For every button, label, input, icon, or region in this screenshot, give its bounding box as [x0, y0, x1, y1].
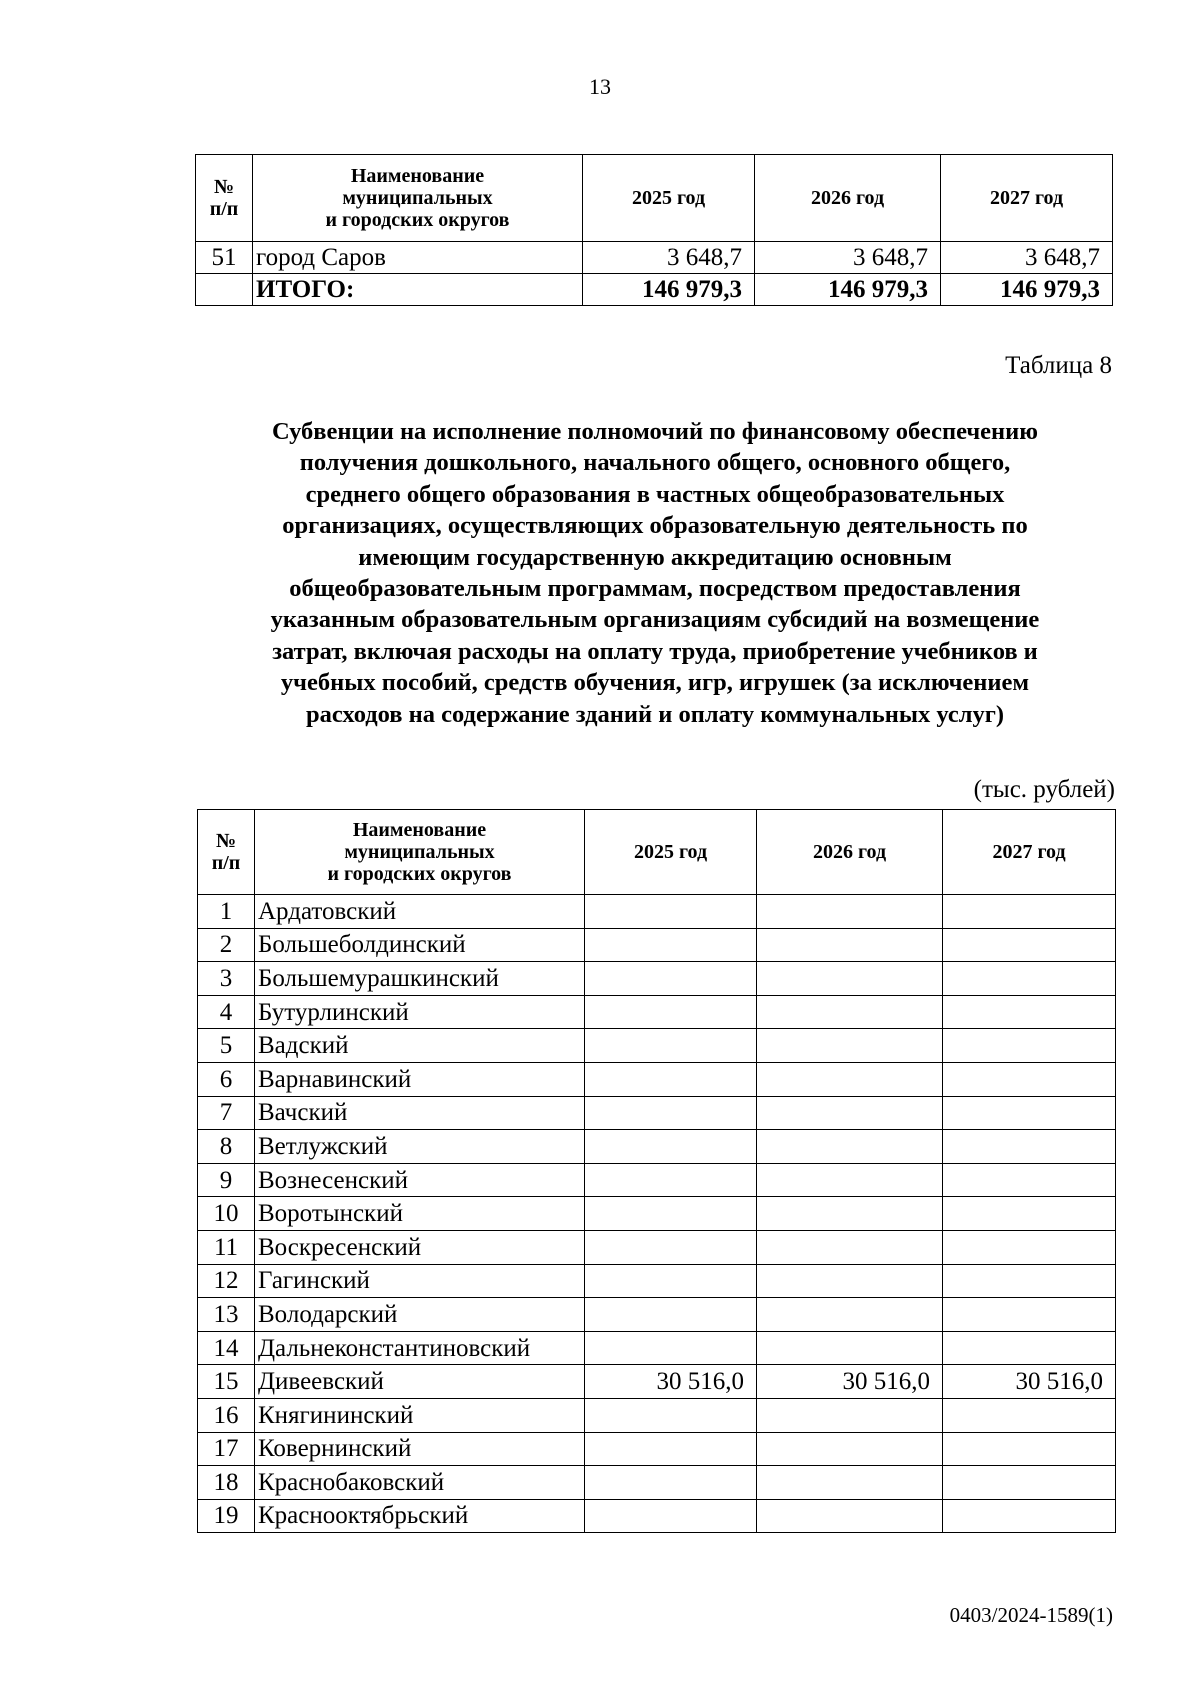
row-value-2027	[943, 1432, 1116, 1466]
row-value-2025	[585, 1096, 757, 1130]
row-value-2027	[943, 1197, 1116, 1231]
title-line: среднего общего образования в частных общеобразовательных	[305, 480, 1005, 508]
header-text: Наименование	[350, 165, 485, 187]
row-value-2026: 3 648,7	[755, 242, 941, 274]
row-name: город Саров	[253, 242, 583, 274]
row-name: Ардатовский	[255, 895, 585, 929]
table-row	[198, 1365, 1116, 1399]
row-value-2027	[943, 1029, 1116, 1063]
table-row	[198, 1398, 1116, 1432]
table-row	[198, 928, 1116, 962]
total-value-2025: 146 979,3	[583, 274, 755, 306]
row-value-2027	[943, 895, 1116, 929]
row-value-2025	[585, 1264, 757, 1298]
page-number: 13	[589, 74, 611, 99]
row-value-2025	[585, 1163, 757, 1197]
total-num-empty	[196, 274, 253, 306]
row-name: Большемурашкинский	[255, 962, 585, 996]
table-row	[198, 1432, 1116, 1466]
table-header-row	[198, 810, 1116, 895]
col-header-2025: 2025 год	[585, 810, 757, 895]
row-num: 16	[198, 1398, 255, 1432]
row-value-2026	[757, 1029, 943, 1063]
table-body	[198, 895, 1116, 1533]
row-num: 9	[198, 1163, 255, 1197]
col-header-2026: 2026 год	[757, 810, 943, 895]
table-8	[197, 809, 1116, 1533]
title-line: Субвенции на исполнение полномочий по финансовому обеспечению	[271, 418, 1038, 445]
row-name: Воротынский	[255, 1197, 585, 1231]
title-line: учебных пособий, средств обучения, игр, игрушек (за исключением	[280, 669, 1030, 697]
table-row	[198, 1130, 1116, 1164]
table-row	[198, 1163, 1116, 1197]
row-name: Вознесенский	[255, 1163, 585, 1197]
row-value-2027	[943, 1499, 1116, 1533]
row-name: Володарский	[255, 1298, 585, 1332]
row-value-2026	[757, 1197, 943, 1231]
title-line: получения дошкольного, начального общего, основного общего,	[299, 449, 1011, 477]
row-value-2027	[943, 1298, 1116, 1332]
row-value-2027	[943, 1331, 1116, 1365]
document-number: 0403/2024-1589(1)	[949, 1603, 1113, 1627]
row-name: Большеболдинский	[255, 928, 585, 962]
units-label: (тыс. рублей)	[973, 776, 1115, 803]
table-row	[198, 962, 1116, 996]
col-header-name	[255, 810, 585, 895]
row-name: Бутурлинский	[255, 995, 585, 1029]
row-name: Княгининский	[255, 1398, 585, 1432]
table-row	[198, 1298, 1116, 1332]
row-num: 5	[198, 1029, 255, 1063]
col-header-num	[196, 155, 253, 242]
row-value-2027: 30 516,0	[943, 1365, 1116, 1399]
row-value-2027	[943, 1230, 1116, 1264]
total-row	[196, 274, 1113, 306]
row-value-2025	[585, 962, 757, 996]
row-name: Ковернинский	[255, 1432, 585, 1466]
header-text: п/п	[211, 852, 241, 874]
row-value-2027: 3 648,7	[941, 242, 1113, 274]
table-header-row	[196, 155, 1113, 242]
row-value-2025: 30 516,0	[585, 1365, 757, 1399]
row-name: Ветлужский	[255, 1130, 585, 1164]
table-row	[198, 1264, 1116, 1298]
row-value-2025	[585, 1062, 757, 1096]
row-value-2026: 30 516,0	[757, 1365, 943, 1399]
row-value-2025	[585, 1298, 757, 1332]
row-value-2025: 3 648,7	[583, 242, 755, 274]
row-num: 4	[198, 995, 255, 1029]
header-text: Наименование	[352, 819, 487, 841]
total-value-2027: 146 979,3	[941, 274, 1113, 306]
row-name: Гагинский	[255, 1264, 585, 1298]
table-continuation	[195, 154, 1113, 306]
row-num: 11	[198, 1230, 255, 1264]
row-value-2026	[757, 1062, 943, 1096]
row-num: 51	[196, 242, 253, 274]
row-num: 10	[198, 1197, 255, 1231]
col-header-2027: 2027 год	[941, 155, 1113, 242]
row-value-2025	[585, 1230, 757, 1264]
table-row	[198, 1029, 1116, 1063]
row-name: Краснобаковский	[255, 1466, 585, 1500]
title-line: имеющим государственную аккредитацию основным	[358, 543, 952, 571]
title-line: организациях, осуществляющих образовательную деятельность по	[282, 512, 1028, 540]
col-header-num	[198, 810, 255, 895]
row-value-2026	[757, 1298, 943, 1332]
row-num: 12	[198, 1264, 255, 1298]
header-text: муниципальных	[342, 187, 493, 209]
table-row	[198, 1096, 1116, 1130]
header-text: и городских округов	[327, 863, 512, 885]
row-value-2026	[757, 1130, 943, 1164]
row-num: 15	[198, 1365, 255, 1399]
row-value-2026	[757, 1432, 943, 1466]
row-num: 7	[198, 1096, 255, 1130]
table-row	[198, 1331, 1116, 1365]
row-value-2027	[943, 1264, 1116, 1298]
row-name: Дальнеконстантиновский	[255, 1331, 585, 1365]
header-text: №	[215, 830, 237, 852]
table-row	[198, 1466, 1116, 1500]
table-caption: Таблица 8	[1005, 352, 1112, 379]
row-num: 6	[198, 1062, 255, 1096]
row-num: 13	[198, 1298, 255, 1332]
title-line: указанным образовательным организациям субсидий на возмещение	[270, 606, 1040, 634]
col-header-2026: 2026 год	[755, 155, 941, 242]
col-header-2027: 2027 год	[943, 810, 1116, 895]
row-value-2025	[585, 1466, 757, 1500]
row-value-2025	[585, 1398, 757, 1432]
col-header-name	[253, 155, 583, 242]
row-value-2025	[585, 1432, 757, 1466]
row-num: 19	[198, 1499, 255, 1533]
row-value-2026	[757, 895, 943, 929]
row-name: Варнавинский	[255, 1062, 585, 1096]
row-value-2026	[757, 1096, 943, 1130]
table-title	[190, 416, 1120, 730]
row-value-2025	[585, 1130, 757, 1164]
row-num: 17	[198, 1432, 255, 1466]
row-name: Воскресенский	[255, 1230, 585, 1264]
row-num: 18	[198, 1466, 255, 1500]
total-value-2026: 146 979,3	[755, 274, 941, 306]
col-header-2025: 2025 год	[583, 155, 755, 242]
row-num: 1	[198, 895, 255, 929]
row-value-2027	[943, 1163, 1116, 1197]
table-row	[198, 895, 1116, 929]
row-value-2025	[585, 1197, 757, 1231]
row-value-2027	[943, 1398, 1116, 1432]
row-num: 14	[198, 1331, 255, 1365]
header-text: и городских округов	[325, 209, 510, 231]
row-name: Дивеевский	[255, 1365, 585, 1399]
row-value-2025	[585, 895, 757, 929]
row-value-2026	[757, 1466, 943, 1500]
row-value-2026	[757, 1163, 943, 1197]
row-value-2025	[585, 995, 757, 1029]
header-text: п/п	[209, 198, 239, 220]
row-value-2026	[757, 1499, 943, 1533]
row-value-2027	[943, 1096, 1116, 1130]
row-num: 2	[198, 928, 255, 962]
row-num: 8	[198, 1130, 255, 1164]
row-value-2027	[943, 928, 1116, 962]
row-value-2026	[757, 1398, 943, 1432]
table-row	[198, 1230, 1116, 1264]
row-value-2025	[585, 928, 757, 962]
row-value-2026	[757, 995, 943, 1029]
row-value-2027	[943, 1466, 1116, 1500]
row-value-2026	[757, 928, 943, 962]
table-row	[198, 1197, 1116, 1231]
row-name: Вадский	[255, 1029, 585, 1063]
title-line: затрат, включая расходы на оплату труда, приобретение учебников и	[272, 637, 1038, 665]
row-value-2027	[943, 1062, 1116, 1096]
row-value-2026	[757, 962, 943, 996]
row-name: Краснооктябрьский	[255, 1499, 585, 1533]
total-label: ИТОГО:	[253, 274, 583, 306]
row-value-2027	[943, 995, 1116, 1029]
row-value-2026	[757, 1331, 943, 1365]
table-row	[198, 1062, 1116, 1096]
row-value-2025	[585, 1029, 757, 1063]
title-line: расходов на содержание зданий и оплату коммунальных услуг)	[305, 700, 1005, 728]
row-name: Вачский	[255, 1096, 585, 1130]
row-value-2025	[585, 1499, 757, 1533]
row-value-2026	[757, 1264, 943, 1298]
title-line: общеобразовательным программам, посредством предоставления	[289, 575, 1021, 603]
row-num: 3	[198, 962, 255, 996]
row-value-2027	[943, 962, 1116, 996]
table-row	[198, 995, 1116, 1029]
header-text: муниципальных	[344, 841, 495, 863]
row-value-2026	[757, 1230, 943, 1264]
row-value-2027	[943, 1130, 1116, 1164]
table-row	[198, 1499, 1116, 1533]
header-text: №	[213, 176, 235, 198]
table-row	[196, 242, 1113, 274]
row-value-2025	[585, 1331, 757, 1365]
